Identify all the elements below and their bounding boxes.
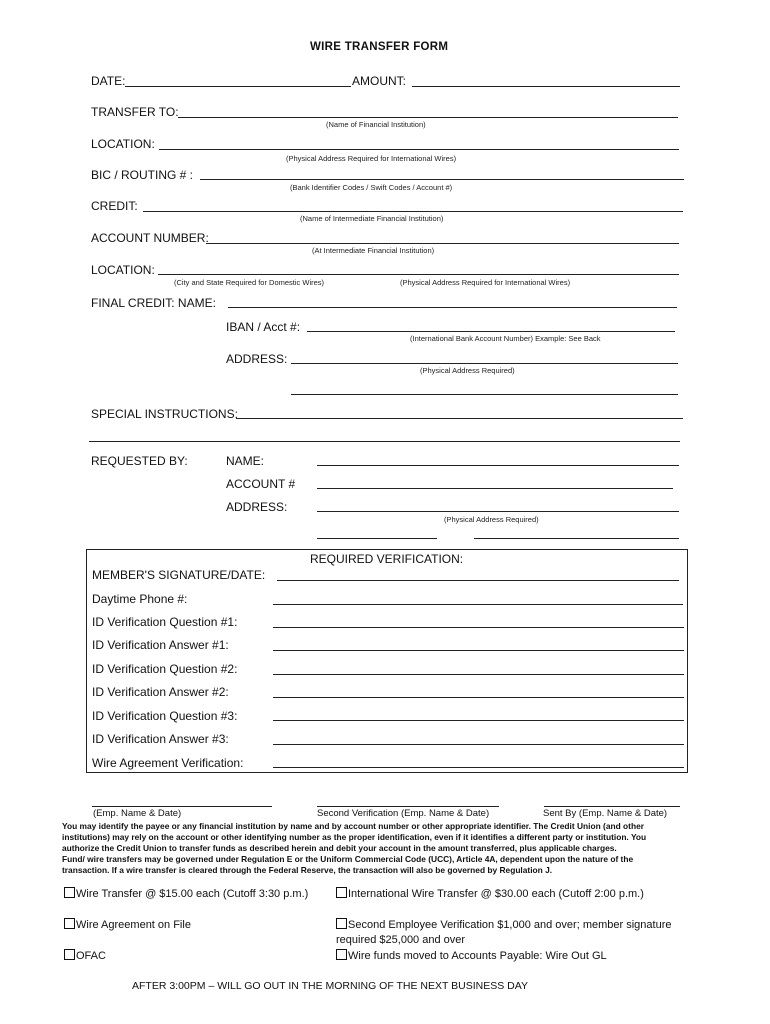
legal-line-1: You may identify the payee or any financial institution by name and by account number or other appropriate identifier. The Credit Union (and other	[62, 821, 644, 831]
checkbox-icon[interactable]	[336, 887, 347, 898]
wire-agreement-field[interactable]	[273, 767, 684, 768]
sent-by-caption: Sent By (Emp. Name & Date)	[543, 808, 668, 819]
legal-line-4: Fund/ wire transfers may be governed under Regulation E or the Uniform Commercial Code (UCC), Article 4A, dependent upon the nature of the	[62, 854, 634, 864]
final-address-field[interactable]	[291, 363, 678, 364]
iban-field[interactable]	[307, 331, 675, 332]
id-question-2-label: ID Verification Question #2:	[92, 662, 238, 676]
requested-address-field-2a[interactable]	[317, 538, 437, 539]
requested-address-note: (Physical Address Required)	[444, 515, 539, 524]
second-verification-caption: Second Verification (Emp. Name & Date)	[317, 808, 490, 819]
legal-line-5: transaction. If a wire transfer is cleared through the Federal Reserve, the transaction will also be governed by Regulation J.	[62, 865, 553, 875]
legal-line-3: authorize the Credit Union to transfer funds as described herein and debit your account in the amount transferred, plus applicable charges.	[62, 843, 617, 853]
account-number-note: (At Intermediate Financial Institution)	[312, 246, 435, 255]
daytime-phone-field[interactable]	[273, 604, 683, 605]
iban-label: IBAN / Acct #:	[226, 320, 301, 334]
location2-note-domestic: (City and State Required for Domestic Wires)	[174, 278, 325, 287]
requested-address-field-2b[interactable]	[474, 538, 679, 539]
wire-fee-label: Wire Transfer @ $15.00 each (Cutoff 3:30 p.m.)	[76, 888, 309, 900]
id-question-1-label: ID Verification Question #1:	[92, 615, 238, 629]
checkbox-icon[interactable]	[336, 949, 347, 960]
special-instructions-label: SPECIAL INSTRUCTIONS:	[91, 407, 238, 421]
emp-signature-line[interactable]	[92, 806, 272, 807]
date-label: DATE:	[91, 74, 126, 88]
members-signature-label: MEMBER'S SIGNATURE/DATE:	[92, 568, 266, 582]
location2-note-international: (Physical Address Required for International Wires)	[400, 278, 571, 287]
legal-disclosure	[62, 821, 732, 876]
second-employee-label-2: required $25,000 and over	[336, 934, 466, 946]
special-instructions-field[interactable]	[236, 418, 683, 419]
members-signature-field[interactable]	[277, 580, 679, 581]
checkbox-icon[interactable]	[336, 918, 347, 929]
id-question-3-field[interactable]	[273, 720, 684, 721]
second-verification-line[interactable]	[317, 806, 499, 807]
cutoff-footer-note: AFTER 3:00PM – WILL GO OUT IN THE MORNING OF THE NEXT BUSINESS DAY	[132, 980, 528, 992]
verification-heading: REQUIRED VERIFICATION:	[310, 552, 464, 566]
second-employee-option[interactable]	[336, 918, 671, 932]
final-address-field-2[interactable]	[291, 394, 678, 395]
funds-moved-label: Wire funds moved to Accounts Payable: Wire Out GL	[348, 950, 607, 962]
final-address-note: (Physical Address Required)	[420, 366, 515, 375]
special-instructions-field-2[interactable]	[89, 441, 680, 442]
form-title: WIRE TRANSFER FORM	[310, 41, 449, 53]
checkbox-icon[interactable]	[64, 918, 75, 929]
requested-address-label: ADDRESS:	[226, 500, 288, 514]
credit-note: (Name of Intermediate Financial Institution)	[300, 214, 444, 223]
bic-routing-label: BIC / ROUTING # :	[91, 168, 194, 182]
transfer-to-note: (Name of Financial Institution)	[326, 120, 426, 129]
emp-signature-caption: (Emp. Name & Date)	[93, 808, 182, 819]
requested-by-label: REQUESTED BY:	[91, 454, 188, 468]
bic-routing-note: (Bank Identifier Codes / Swift Codes / Account #)	[290, 183, 453, 192]
final-address-label: ADDRESS:	[226, 352, 288, 366]
intl-fee-label: International Wire Transfer @ $30.00 each (Cutoff 2:00 p.m.)	[348, 888, 644, 900]
id-answer-3-field[interactable]	[273, 744, 684, 745]
account-number-label: ACCOUNT NUMBER:	[91, 231, 209, 245]
location-label: LOCATION:	[91, 137, 155, 151]
agreement-on-file-option[interactable]	[64, 918, 191, 932]
amount-label: AMOUNT:	[352, 74, 406, 88]
requested-account-field[interactable]	[317, 488, 673, 489]
iban-note: (International Bank Account Number) Example: See Back	[410, 334, 601, 343]
credit-field[interactable]	[143, 211, 683, 212]
location2-field[interactable]	[158, 274, 679, 275]
date-field[interactable]	[125, 86, 351, 87]
funds-moved-option[interactable]	[336, 949, 607, 963]
location2-label: LOCATION:	[91, 263, 155, 277]
intl-fee-option[interactable]	[336, 887, 644, 901]
amount-field[interactable]	[412, 86, 680, 87]
requested-account-label: ACCOUNT #	[226, 477, 296, 491]
checkbox-icon[interactable]	[64, 887, 75, 898]
id-question-3-label: ID Verification Question #3:	[92, 709, 238, 723]
second-employee-label-1: Second Employee Verification $1,000 and over; member signature	[348, 919, 672, 931]
wire-agreement-label: Wire Agreement Verification:	[92, 756, 244, 770]
requested-address-field[interactable]	[317, 511, 679, 512]
id-answer-1-label: ID Verification Answer #1:	[92, 638, 229, 652]
bic-routing-field[interactable]	[200, 179, 684, 180]
final-credit-name-field[interactable]	[228, 307, 677, 308]
ofac-label: OFAC	[76, 950, 106, 962]
wire-fee-option[interactable]	[64, 887, 308, 901]
id-question-2-field[interactable]	[273, 674, 684, 675]
transfer-to-field[interactable]	[178, 117, 678, 118]
requested-name-label: NAME:	[226, 454, 265, 468]
location-note: (Physical Address Required for International Wires)	[286, 154, 457, 163]
location-field[interactable]	[159, 149, 679, 150]
credit-label: CREDIT:	[91, 199, 138, 213]
requested-name-field[interactable]	[317, 465, 679, 466]
id-question-1-field[interactable]	[273, 627, 684, 628]
legal-line-2: institutions) may rely on the account or other identifying number as the proper identification, even if it identifies a different party or institution. You	[62, 832, 647, 842]
sent-by-line[interactable]	[544, 806, 680, 807]
ofac-option[interactable]	[64, 949, 106, 963]
id-answer-1-field[interactable]	[273, 650, 684, 651]
id-answer-2-field[interactable]	[273, 697, 684, 698]
id-answer-2-label: ID Verification Answer #2:	[92, 685, 229, 699]
final-credit-label: FINAL CREDIT: NAME:	[91, 296, 216, 310]
account-number-field[interactable]	[206, 243, 679, 244]
agreement-on-file-label: Wire Agreement on File	[76, 919, 191, 931]
id-answer-3-label: ID Verification Answer #3:	[92, 732, 229, 746]
checkbox-icon[interactable]	[64, 949, 75, 960]
transfer-to-label: TRANSFER TO:	[91, 105, 179, 119]
daytime-phone-label: Daytime Phone #:	[92, 592, 188, 606]
